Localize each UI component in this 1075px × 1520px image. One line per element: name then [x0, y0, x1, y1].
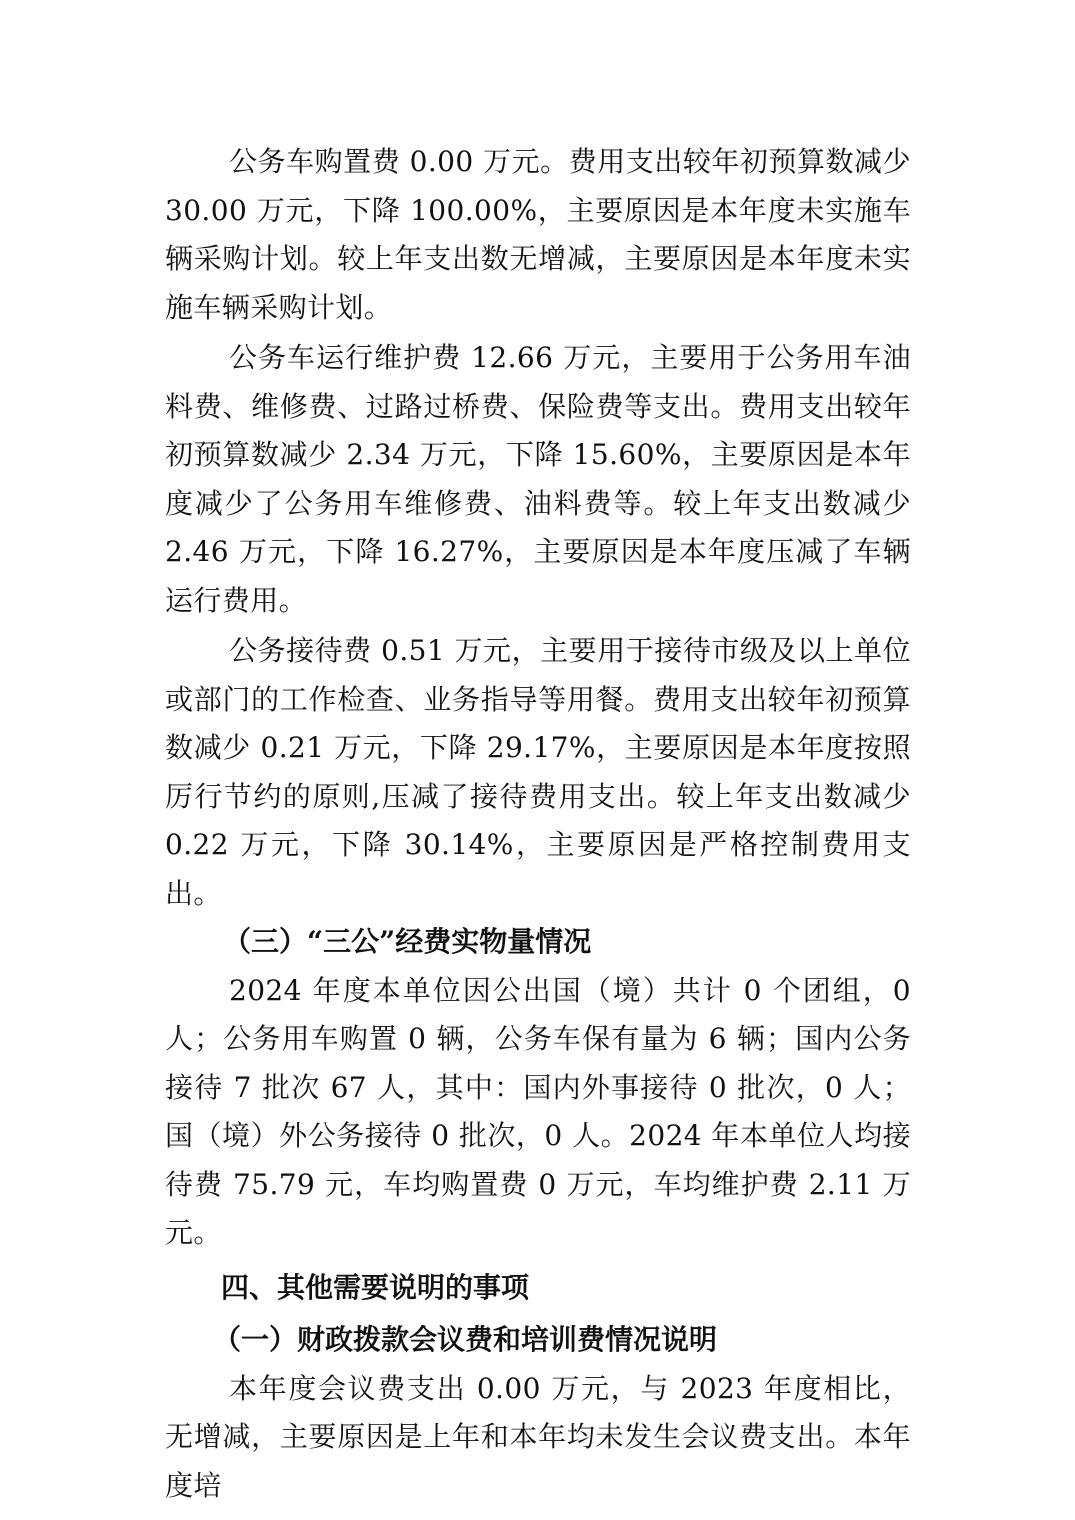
- paragraph-vehicle-maintenance: 公务车运行维护费 12.66 万元，主要用于公务用车油料费、维修费、过路过桥费、保险费等支出。费用支出较年初预算数减少 2.34 万元，下降 15.60%，主要原因是本年度减少了公务用车维修费、油料费等。较上年支出数减少 2.46 万元，下降 16.27%，主要原因是本年度压减了车辆运行费用。: [165, 341, 911, 617]
- document-body: [165, 138, 911, 1510]
- paragraph-vehicle-purchase: 公务车购置费 0.00 万元。费用支出较年初预算数减少 30.00 万元，下降 100.00%，主要原因是本年度未实施车辆采购计划。较上年支出数无增减，主要原因是本年度未实施车辆采购计划。: [165, 145, 911, 324]
- heading-meeting-training-fees: （一）财政拨款会议费和培训费情况说明: [213, 1323, 718, 1356]
- paragraph-meeting-fees: 本年度会议费支出 0.00 万元，与 2023 年度相比，无增减，主要原因是上年和本年均未发生会议费支出。本年度培: [165, 1371, 911, 1502]
- heading-other-matters: 四、其他需要说明的事项: [221, 1270, 530, 1304]
- heading-three-public-quantity: （三）“三公”经费实物量情况: [223, 925, 592, 958]
- paragraph-official-reception: 公务接待费 0.51 万元，主要用于接待市级及以上单位或部门的工作检查、业务指导等用餐。费用支出较年初预算数减少 0.21 万元，下降 29.17%，主要原因是本年度按照厉行节约的原则,压减了接待费用支出。较上年支出数减少 0.22 万元，下降 30.14%，主要原因是严格控制费用支出。: [165, 634, 911, 910]
- paragraph-three-public-quantity: 2024 年度本单位因公出国（境）共计 0 个团组，0 人；公务用车购置 0 辆，公务车保有量为 6 辆；国内公务接待 7 批次 67 人，其中：国内外事接待 0 批次，0 人；国（境）外公务接待 0 批次，0 人。2024 年本单位人均接待费 75.79 元，车均购置费 0 万元，车均维护费 2.11 万元。: [165, 973, 911, 1249]
